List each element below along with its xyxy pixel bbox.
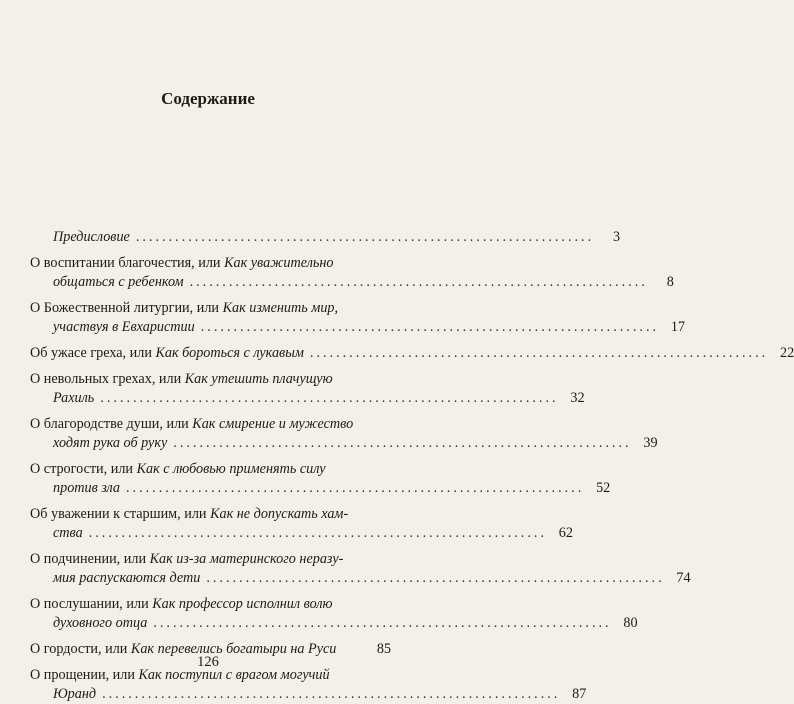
toc-entry[interactable] <box>30 505 573 543</box>
toc-entry-subtitle: Как поступил с врагом <box>138 667 278 683</box>
leader-dots: ...................................................................... <box>309 345 769 361</box>
toc-entry[interactable] <box>30 550 691 588</box>
page-number: 126 <box>197 654 219 670</box>
toc-entry-topic: О строгости, или <box>30 461 134 477</box>
leader-dots: ...................................................................... <box>153 615 612 631</box>
leader-dots: ...................................................................... <box>189 274 648 290</box>
toc-entry-subtitle-cont: участвуя в Евхаристии <box>53 319 195 335</box>
leader-dots: ...................................................................... <box>125 480 585 496</box>
toc-entry-topic: О гордости, или <box>30 641 128 657</box>
toc-entry-topic: Об уважении к старшим, <box>30 506 181 522</box>
toc-entry-subtitle: Как смирение и мужество <box>192 416 354 432</box>
toc-entry-subtitle-cont: ства <box>53 525 83 541</box>
toc-entry-topic: О прощении, или <box>30 667 135 683</box>
leader-dots: ...................................................................... <box>135 229 595 245</box>
toc-entry-subtitle: силу <box>299 461 326 477</box>
toc-entry-subtitle-cont: ходят рука об руку <box>53 435 168 451</box>
toc-entry[interactable] <box>30 415 658 453</box>
toc-entry-subtitle-cont: Юранд <box>53 686 97 702</box>
toc-entry-connector: или <box>184 506 207 522</box>
toc-entry-preface[interactable] <box>53 228 621 247</box>
toc-entry-topic: О послушании, или <box>30 596 149 612</box>
toc-page-number: 80 <box>623 615 638 631</box>
toc-entry-subtitle-cont: против зла <box>53 480 120 496</box>
leader-dots: ...................................................................... <box>100 390 559 406</box>
toc-entry-subtitle: Как перевелись богатыри на Руси <box>130 641 337 657</box>
toc-entry-topic: Об ужасе греха, <box>30 345 127 361</box>
toc-page-number: 74 <box>676 570 691 586</box>
toc-entry-topic: О подчинении, или <box>30 551 147 567</box>
toc-page-number: 8 <box>666 274 674 290</box>
leader-dots: ...................................................................... <box>102 686 561 702</box>
toc-entry-topic: О невольных грехах, или <box>30 371 182 387</box>
toc-entry-subtitle: Как уважительно <box>224 255 334 271</box>
toc-entry-subtitle: Как утешить плачущую <box>184 371 333 387</box>
toc-page-number: 3 <box>613 229 621 245</box>
toc-entry-subtitle-cont: общаться с ребенком <box>53 274 184 290</box>
toc-entry-subtitle: Как изменить мир, <box>222 300 339 316</box>
toc-entry-subtitle-cont: мия распускаются дети <box>53 570 201 586</box>
leader-dots: ...................................................................... <box>88 525 547 541</box>
toc-entry-title: Предисловие <box>53 229 130 245</box>
toc-entry-subtitle: Как из-за материнского неразу- <box>149 551 344 567</box>
toc-page-number: 85 <box>376 641 391 657</box>
toc-page-number: 17 <box>670 319 686 335</box>
toc-entry-subtitle-cont: Рахиль <box>53 390 95 406</box>
toc-entry-subtitle: Как бороться с лукавым <box>155 345 304 361</box>
leader-dots: ...................................................................... <box>206 570 665 586</box>
toc-page-number: 52 <box>596 480 611 496</box>
toc-entry-topic: О благородстве души, или <box>30 416 189 432</box>
toc-page-number: 39 <box>643 435 658 451</box>
toc-page-number: 22 <box>779 345 794 361</box>
toc-entry-connector: или <box>129 345 152 361</box>
toc-entry[interactable] <box>30 460 611 498</box>
toc-page-number: 62 <box>558 525 573 541</box>
toc-entry-subtitle: Как не допускать хам- <box>210 506 349 522</box>
toc-entry[interactable] <box>30 666 587 704</box>
toc-entry-topic: О воспитании благочестия, <box>30 255 195 271</box>
toc-entry-subtitle: могучий <box>280 667 330 683</box>
toc-page-number: 32 <box>570 390 585 406</box>
toc-entry[interactable] <box>30 299 686 337</box>
leader-dots: ...................................................................... <box>173 435 632 451</box>
page-title: Содержание <box>161 89 255 108</box>
toc-page-number: 87 <box>572 686 587 702</box>
leader-dots: ...................................................................... <box>200 319 660 335</box>
toc-entry[interactable] <box>30 595 638 633</box>
toc-entry[interactable] <box>30 370 585 408</box>
toc-entry-subtitle: Как профессор исполнил волю <box>152 596 333 612</box>
toc-entry-subtitle-cont: духовного отца <box>53 615 148 631</box>
toc-entry-topic: О Божественной литургии, или <box>30 300 220 316</box>
table-of-contents <box>30 228 794 704</box>
toc-entry-subtitle: Как с любовью применять <box>136 461 297 477</box>
toc-entry-connector: или <box>198 255 221 271</box>
toc-entry[interactable] <box>30 344 794 363</box>
toc-entry[interactable] <box>30 254 674 292</box>
